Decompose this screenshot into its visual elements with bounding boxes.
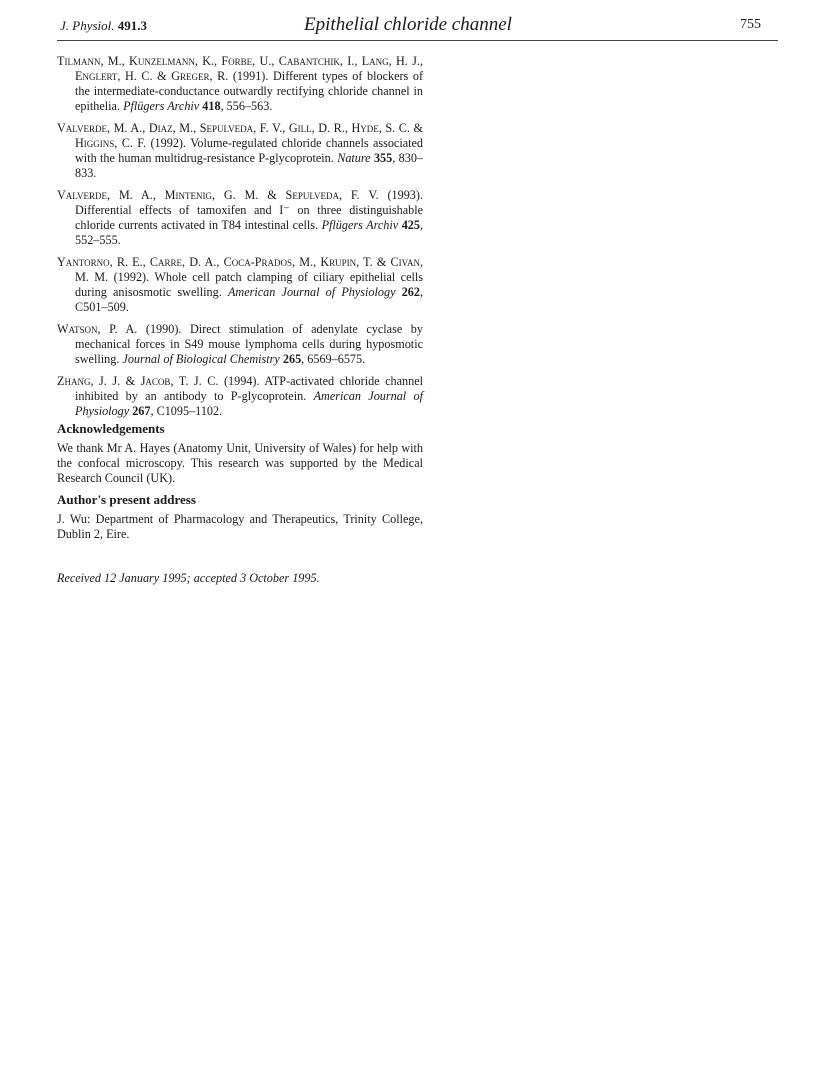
- reference-pages: , 556–563.: [220, 99, 273, 113]
- reference-authors: Watson, P. A.: [57, 322, 138, 336]
- reference-authors: Yantorno, R. E., Carre, D. A., Coca-Prados, M., Krupin, T. & Civan, M. M.: [57, 255, 423, 284]
- reference-title: Whole cell patch clamping of ciliary epithelial cells during anisosmotic swelling.: [75, 270, 424, 299]
- reference-journal: American Journal of Physiology: [75, 389, 423, 418]
- acknowledgements-heading: Acknowledgements: [57, 421, 165, 436]
- running-title: Epithelial chloride channel: [304, 14, 512, 35]
- reference-volume: 267: [132, 404, 151, 418]
- reference-year: (1991).: [232, 69, 269, 83]
- reference-pages: , 830–833.: [75, 151, 424, 180]
- reference-entry: [57, 188, 423, 248]
- reference-volume: 265: [282, 352, 302, 366]
- reference-entry: [57, 255, 423, 315]
- reference-pages: , C1095–1102.: [150, 404, 223, 418]
- reference-entry: [57, 374, 423, 419]
- reference-entry: [57, 54, 423, 114]
- reference-year: (1990).: [145, 322, 182, 336]
- journal-volume: 491.3: [117, 18, 148, 33]
- reference-journal: Pflügers Archiv: [321, 218, 399, 232]
- reference-title: Differential effects of tamoxifen and I⁻ on three distinguishable chloride currents activated in T84 intestinal cells.: [75, 203, 423, 232]
- acknowledgements-section: [57, 421, 423, 486]
- page-number: 755: [740, 17, 761, 32]
- reference-pages: , 6569–6575.: [301, 352, 366, 366]
- reference-title: ATP-activated chloride channel inhibited by an antibody to P-glycoprotein.: [75, 374, 424, 403]
- reference-volume: 262: [401, 285, 420, 299]
- address-heading: Author's present address: [57, 492, 196, 507]
- reference-year: (1994).: [223, 374, 260, 388]
- reference-title: Direct stimulation of adenylate cyclase by mechanical forces in S49 mouse lymphoma cells during hyposmotic swelling.: [75, 322, 423, 366]
- reference-title: Different types of blockers of the intermediate-conductance outwardly rectifying chloride channel in epithelia.: [75, 69, 424, 113]
- page-header: [0, 14, 816, 40]
- reference-authors: Valverde, M. A., Mintenig, G. M. & Sepulveda, F. V.: [57, 188, 379, 202]
- reference-volume: 425: [401, 218, 420, 232]
- journal-name: J. Physiol.: [60, 18, 115, 33]
- reference-volume: 355: [373, 151, 393, 165]
- reference-authors: Valverde, M. A., Diaz, M., Sepulveda, F. V., Gill, D. R., Hyde, S. C. & Higgins, C. F.: [57, 121, 423, 150]
- reference-title: Volume-regulated chloride channels associated with the human multidrug-resistance P-glycoprotein.: [75, 136, 424, 165]
- reference-entry: [57, 322, 423, 367]
- reference-journal: American Journal of Physiology: [227, 285, 396, 299]
- reference-year: (1992).: [150, 136, 187, 150]
- received-dates: Received 12 January 1995; accepted 3 October 1995.: [57, 571, 320, 585]
- address-section: [57, 492, 423, 542]
- address-text: J. Wu: Department of Pharmacology and Therapeutics, Trinity College, Dublin 2, Eire.: [57, 512, 423, 541]
- reference-list: [57, 54, 423, 426]
- reference-volume: 418: [202, 99, 221, 113]
- header-rule: [57, 40, 778, 41]
- reference-authors: Zhang, J. J. & Jacob, T. J. C.: [57, 374, 219, 388]
- reference-journal: Journal of Biological Chemistry: [122, 352, 280, 366]
- reference-pages: , C501–509.: [75, 285, 424, 314]
- reference-year: (1993).: [387, 188, 424, 202]
- reference-journal: Nature: [337, 151, 371, 165]
- reference-pages: , 552–555.: [75, 218, 424, 247]
- reference-year: (1992).: [113, 270, 150, 284]
- acknowledgements-text: We thank Mr A. Hayes (Anatomy Unit, University of Wales) for help with the confocal microscopy. This research was supported by the Medical Research Council (UK).: [57, 441, 423, 485]
- reference-journal: Pflügers Archiv: [123, 99, 200, 113]
- reference-entry: [57, 121, 423, 181]
- reference-authors: Tilmann, M., Kunzelmann, K., Forbe, U., Cabantchik, I., Lang, H. J., Englert, H. C. & Greger, R.: [57, 54, 423, 83]
